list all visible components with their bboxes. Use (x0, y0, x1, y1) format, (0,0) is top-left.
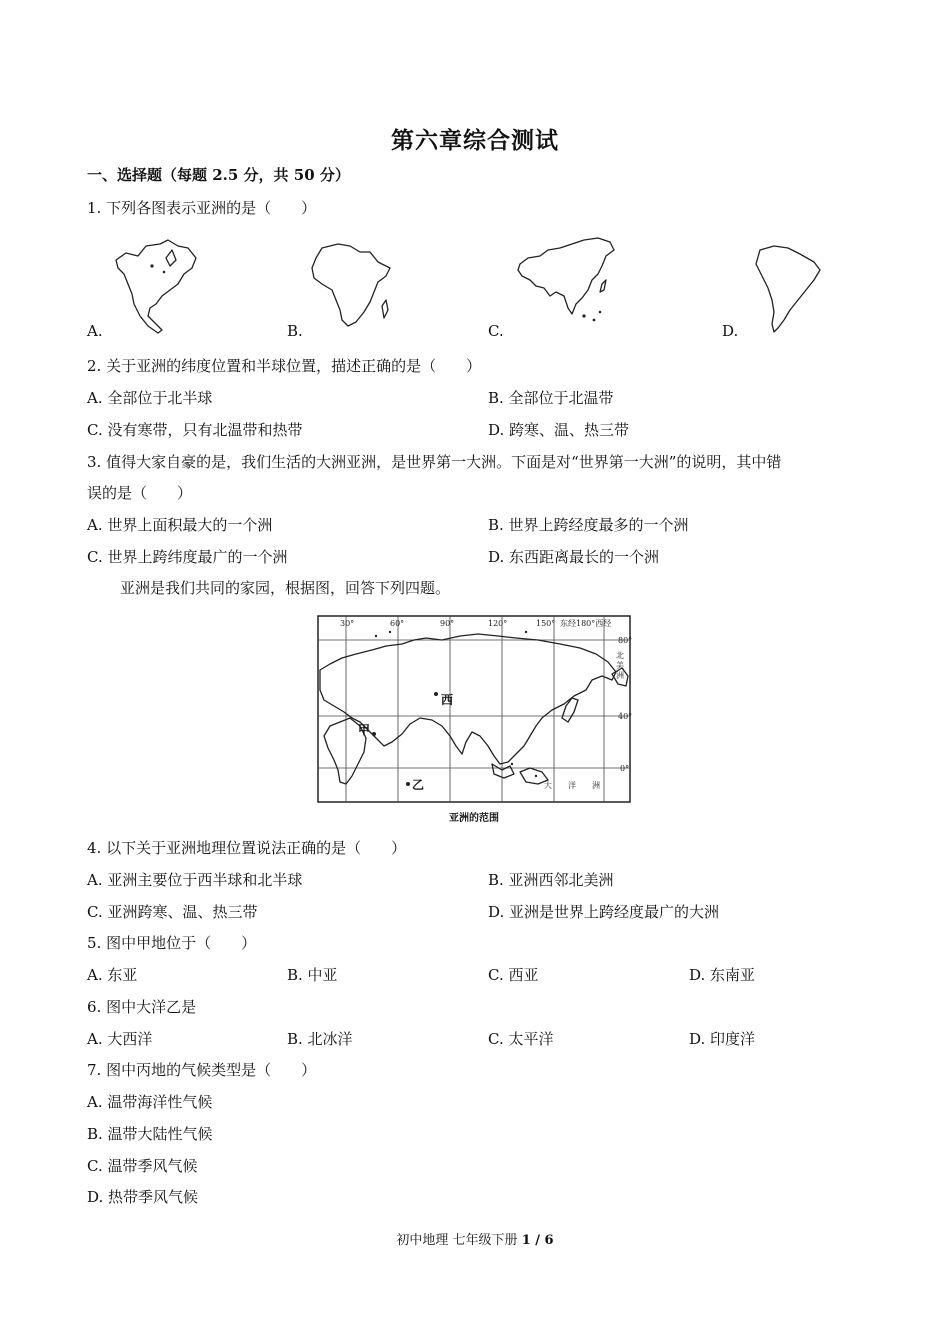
q1-option-b[interactable]: B. (287, 322, 303, 340)
lat-label-0: 0° (620, 764, 630, 773)
q2-option-d[interactable]: D. 跨寒、温、热三带 (488, 421, 630, 439)
q3-option-c[interactable]: C. 世界上跨纬度最广的一个洲 (87, 548, 288, 566)
lat-label-80: 80° (618, 636, 633, 645)
q5-option-d[interactable]: D. 东南亚 (689, 966, 756, 984)
lon-label-180: 东经180°西经 (560, 619, 612, 628)
page-footer (0, 1229, 950, 1248)
q6-option-c[interactable]: C. 太平洋 (488, 1030, 554, 1048)
page-title: 第六章综合测试 (391, 127, 559, 154)
q3-option-b[interactable]: B. 世界上跨经度最多的一个洲 (488, 516, 689, 534)
side-label-3: 洲 (616, 671, 624, 680)
lon-label-30: 30° (340, 619, 355, 628)
question-3-stem-line1: 3. 值得大家自豪的是，我们生活的大洲亚洲，是世界第一大洲。下面是对“世界第一大洲”的说明，其中错 (87, 453, 782, 471)
question-2-stem: 2. 关于亚洲的纬度位置和半球位置，描述正确的是（ ） (87, 357, 482, 375)
map-caption: 亚洲的范围 (449, 813, 499, 824)
q7-option-a[interactable]: A. 温带海洋性气候 (87, 1093, 213, 1111)
q7-option-c[interactable]: C. 温带季风气候 (87, 1157, 198, 1175)
south-america-outline-icon[interactable] (752, 242, 826, 336)
q4-option-d[interactable]: D. 亚洲是世界上跨经度最广的大洲 (488, 903, 720, 921)
q4-option-c[interactable]: C. 亚洲跨寒、温、热三带 (87, 903, 258, 921)
ocean-label-2: 洋 (568, 781, 576, 790)
q2-option-b[interactable]: B. 全部位于北温带 (488, 389, 614, 407)
ocean-label-3: 洲 (592, 781, 600, 790)
q6-option-d[interactable]: D. 印度洋 (689, 1030, 756, 1048)
q2-option-a[interactable]: A. 全部位于北半球 (87, 389, 213, 407)
question-4-stem: 4. 以下关于亚洲地理位置说法正确的是（ ） (87, 839, 407, 857)
q3-option-a[interactable]: A. 世界上面积最大的一个洲 (87, 516, 273, 534)
q2-option-c[interactable]: C. 没有寒带，只有北温带和热带 (87, 421, 303, 439)
lon-label-120: 120° (488, 619, 508, 628)
page-number: 1 / 6 (521, 1233, 554, 1248)
place-label-bing: 西 (441, 693, 454, 707)
q1-option-d[interactable]: D. (722, 322, 739, 340)
north-america-outline-icon[interactable] (112, 238, 202, 338)
place-label-jia: 甲 (358, 723, 371, 737)
q5-option-c[interactable]: C. 西亚 (488, 966, 539, 984)
q6-option-b[interactable]: B. 北冰洋 (287, 1030, 353, 1048)
q5-option-b[interactable]: B. 中亚 (287, 966, 338, 984)
q1-option-c[interactable]: C. (488, 322, 504, 340)
lon-label-90: 90° (440, 619, 455, 628)
footer-subject: 初中地理 七年级下册 (396, 1233, 522, 1248)
asia-range-map (316, 614, 634, 828)
q1-option-a[interactable]: A. (87, 322, 103, 340)
q4-option-b[interactable]: B. 亚洲西邻北美洲 (488, 871, 614, 889)
side-label-1: 北 (616, 651, 624, 660)
q5-option-a[interactable]: A. 东亚 (87, 966, 138, 984)
ocean-label-1: 大 (544, 781, 552, 790)
question-3-stem-line2: 误的是（ ） (87, 484, 193, 502)
lon-label-150: 150° (536, 619, 556, 628)
question-6-stem: 6. 图中大洋乙是 (87, 998, 197, 1016)
side-label-2: 美 (616, 661, 624, 670)
map-intro: 亚洲是我们共同的家园，根据图，回答下列四题。 (120, 579, 451, 597)
asia-outline-icon[interactable] (514, 234, 618, 328)
question-7-stem: 7. 图中丙地的气候类型是（ ） (87, 1061, 317, 1079)
lat-label-40: 40° (618, 712, 633, 721)
q7-option-d[interactable]: D. 热带季风气候 (87, 1188, 199, 1206)
section-heading: 一、选择题（每题 2.5 分，共 50 分） (87, 166, 350, 184)
q7-option-b[interactable]: B. 温带大陆性气候 (87, 1125, 213, 1143)
place-label-yi: 乙 (412, 778, 425, 792)
lon-label-60: 60° (390, 619, 405, 628)
question-5-stem: 5. 图中甲地位于（ ） (87, 934, 257, 952)
africa-outline-icon[interactable] (308, 240, 400, 330)
q3-option-d[interactable]: D. 东西距离最长的一个洲 (488, 548, 660, 566)
q6-option-a[interactable]: A. 大西洋 (87, 1030, 153, 1048)
q4-option-a[interactable]: A. 亚洲主要位于西半球和北半球 (87, 871, 303, 889)
question-1-stem: 1. 下列各图表示亚洲的是（ ） (87, 199, 317, 217)
